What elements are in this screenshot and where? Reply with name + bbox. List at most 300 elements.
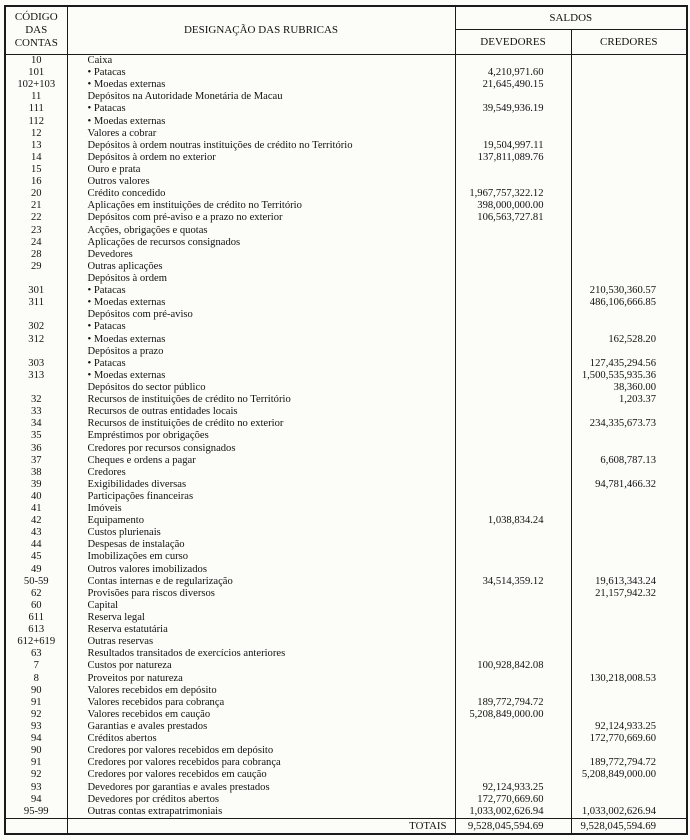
row-credores [571,551,687,563]
row-designation: • Patacas [67,103,455,115]
row-designation: Recursos de outras entidades locais [67,406,455,418]
row-code: 12 [5,128,67,140]
row-code: 40 [5,491,67,503]
row-code: 28 [5,249,67,261]
table-row [5,600,687,612]
row-code: 13 [5,140,67,152]
row-designation: Credores por recursos consignados [67,443,455,455]
totals-label: TOTAIS [67,819,455,835]
table-row [5,721,687,733]
row-credores [571,321,687,333]
table-body [5,55,687,819]
row-credores: 127,435,294.56 [589,357,657,369]
row-code: 62 [5,588,67,600]
table-row [5,394,687,406]
row-devedores [455,539,571,551]
row-credores [571,745,687,757]
row-code: 94 [5,733,67,745]
table-row [5,527,687,539]
row-credores [571,140,687,152]
row-credores [571,697,687,709]
row-credores [571,636,687,648]
row-designation: Exigibilidades diversas [67,479,455,491]
row-designation: Valores a cobrar [67,128,455,140]
table-row [5,576,687,588]
row-code: 91 [5,757,67,769]
row-devedores [455,430,571,442]
row-designation: Outros valores [67,176,455,188]
row-designation: Imóveis [67,503,455,515]
row-designation: Devedores [67,249,455,261]
row-designation: • Patacas [67,285,455,297]
row-credores [571,564,687,576]
row-designation: Depósitos à ordem noutras instituições de crédito no Território [67,140,455,152]
header-devedores: DEVEDORES [455,30,571,55]
table-row [5,515,687,527]
row-credores: 21,157,942.32 [595,587,657,599]
table-row [5,261,687,273]
row-code: 302 [5,321,67,333]
table-row [5,55,687,68]
row-devedores: 172,770,669.60 [455,794,571,806]
row-devedores: 398,000,000.00 [455,200,571,212]
row-code: 44 [5,539,67,551]
row-devedores [455,769,571,781]
table-row [5,806,687,819]
table-row [5,733,687,745]
row-code: 313 [5,370,67,382]
row-designation: Depósitos à ordem [67,273,455,285]
row-credores: 486,106,666.85 [589,297,657,309]
row-devedores [455,237,571,249]
row-code: 111 [5,103,67,115]
row-devedores: 39,549,936.19 [455,103,571,115]
row-credores: 210,530,360.57 [589,285,657,297]
row-designation: Garantias e avales prestados [67,721,455,733]
row-code: 23 [5,225,67,237]
row-devedores [455,418,571,430]
row-code: 90 [5,685,67,697]
row-devedores [455,636,571,648]
row-credores [571,225,687,237]
row-devedores [455,55,571,68]
table-row [5,334,687,346]
row-designation: Depósitos com pré-aviso [67,309,455,321]
row-designation: Depósitos à ordem no exterior [67,152,455,164]
row-credores: 19,613,343.24 [595,575,657,587]
row-devedores [455,394,571,406]
totals-code-cell [5,819,67,835]
row-credores [571,237,687,249]
row-credores [571,685,687,697]
row-code: 49 [5,564,67,576]
row-code: 311 [5,297,67,309]
table-row [5,491,687,503]
table-row [5,382,687,394]
table-header [5,6,687,55]
row-code: 37 [5,455,67,467]
table-row [5,479,687,491]
row-code: 22 [5,212,67,224]
row-devedores [455,757,571,769]
row-designation: Credores por valores recebidos em depósito [67,745,455,757]
row-designation: Outras contas extrapatrimoniais [67,806,455,819]
row-devedores [455,358,571,370]
row-credores: 234,335,673.73 [589,418,657,430]
table-row [5,455,687,467]
row-devedores [455,624,571,636]
row-credores [571,176,687,188]
row-credores [571,188,687,200]
row-designation: Outras reservas [67,636,455,648]
row-devedores [455,164,571,176]
row-designation: Resultados transitados de exercícios anteriores [67,648,455,660]
row-devedores: 21,645,490.15 [455,79,571,91]
row-code: 612+619 [5,636,67,648]
row-code: 91 [5,697,67,709]
table-row [5,79,687,91]
table-row [5,116,687,128]
table-row [5,309,687,321]
row-code: 8 [5,673,67,685]
row-code: 24 [5,237,67,249]
row-devedores [455,91,571,103]
row-designation: Crédito concedido [67,188,455,200]
row-credores [571,782,687,794]
table-row [5,697,687,709]
row-designation: Despesas de instalação [67,539,455,551]
row-credores [571,212,687,224]
row-credores [571,794,687,806]
row-credores [571,406,687,418]
row-credores: 162,528.20 [608,333,657,345]
row-designation: Depósitos do sector público [67,382,455,394]
row-code: 112 [5,116,67,128]
row-credores [571,67,687,79]
row-code: 45 [5,551,67,563]
row-designation: Valores recebidos para cobrança [67,697,455,709]
row-designation: Devedores por garantias e avales prestados [67,782,455,794]
row-devedores [455,116,571,128]
row-credores [571,249,687,261]
row-credores [571,539,687,551]
row-code: 14 [5,152,67,164]
row-credores [571,164,687,176]
row-devedores: 189,772,794.72 [455,697,571,709]
row-code: 93 [5,721,67,733]
row-code: 39 [5,479,67,491]
row-designation: Recursos de instituições de crédito no Território [67,394,455,406]
row-devedores [455,600,571,612]
row-credores [571,491,687,503]
row-credores: 5,208,849,000.00 [581,769,657,781]
table-row [5,685,687,697]
row-devedores [455,479,571,491]
table-row [5,612,687,624]
table-row [5,406,687,418]
row-devedores [455,527,571,539]
row-devedores: 4,210,971.60 [455,67,571,79]
row-credores: 1,500,535,935.36 [581,369,657,381]
row-designation: • Patacas [67,67,455,79]
header-designacao-das-rubricas: DESIGNAÇÃO DAS RUBRICAS [67,6,455,55]
row-code [5,309,67,321]
row-designation: Credores [67,467,455,479]
row-devedores [455,309,571,321]
row-code: 42 [5,515,67,527]
table-row [5,769,687,781]
row-code: 312 [5,334,67,346]
table-row [5,212,687,224]
row-designation: Provisões para riscos diversos [67,588,455,600]
table-row [5,660,687,672]
row-code: 93 [5,782,67,794]
row-devedores [455,612,571,624]
row-credores: 189,772,794.72 [589,757,657,769]
table-row [5,588,687,600]
row-designation: Proveitos por natureza [67,673,455,685]
row-credores [571,103,687,115]
row-devedores [455,673,571,685]
row-credores [571,709,687,721]
row-designation: Caixa [67,55,455,68]
header-codigo-das-contas: CÓDIGO DAS CONTAS [5,6,67,55]
row-designation: Contas internas e de regularização [67,576,455,588]
row-credores [571,128,687,140]
row-devedores [455,503,571,515]
table-row [5,128,687,140]
row-code: 11 [5,91,67,103]
row-code: 32 [5,394,67,406]
row-devedores [455,297,571,309]
row-devedores [455,225,571,237]
row-credores [571,660,687,672]
row-devedores [455,285,571,297]
table-row [5,140,687,152]
table-row [5,273,687,285]
totals-row [5,819,687,835]
table-row [5,648,687,660]
row-designation: Devedores por créditos abertos [67,794,455,806]
row-devedores: 1,967,757,322.12 [455,188,571,200]
table-row [5,539,687,551]
row-code: 101 [5,67,67,79]
row-designation: Créditos abertos [67,733,455,745]
table-row [5,757,687,769]
table-row [5,188,687,200]
row-devedores [455,261,571,273]
row-code: 92 [5,709,67,721]
row-code: 95-99 [5,806,67,819]
row-code: 301 [5,285,67,297]
row-code: 613 [5,624,67,636]
row-credores [571,116,687,128]
table-row [5,297,687,309]
table-row [5,503,687,515]
row-credores: 92,124,933.25 [595,721,657,733]
table-row [5,176,687,188]
table-row [5,249,687,261]
row-designation: Empréstimos por obrigações [67,430,455,442]
row-designation: Aplicações de recursos consignados [67,237,455,249]
row-code: 33 [5,406,67,418]
row-designation: Aplicações em instituições de crédito no Território [67,200,455,212]
table-row [5,285,687,297]
table-row [5,782,687,794]
table-row [5,467,687,479]
totals-credores: 9,528,045,594.69 [571,819,687,835]
row-credores: 1,033,002,626.94 [581,805,657,817]
row-credores [571,91,687,103]
row-credores [571,55,687,68]
row-designation: Recursos de instituições de crédito no exterior [67,418,455,430]
row-designation: Valores recebidos em depósito [67,685,455,697]
row-devedores [455,564,571,576]
row-credores: 1,203.37 [618,394,657,406]
row-devedores [455,406,571,418]
row-designation: Custos plurienais [67,527,455,539]
row-devedores: 1,033,002,626.94 [455,806,571,819]
row-devedores [455,721,571,733]
row-designation: Depósitos na Autoridade Monetária de Macau [67,91,455,103]
row-code: 60 [5,600,67,612]
row-devedores: 92,124,933.25 [455,782,571,794]
row-credores [571,527,687,539]
row-devedores [455,588,571,600]
row-devedores: 34,514,359.12 [455,576,571,588]
row-designation: • Moedas externas [67,116,455,128]
row-credores [571,515,687,527]
table-row [5,200,687,212]
row-credores: 6,608,787.13 [600,454,657,466]
table-row [5,152,687,164]
row-code: 36 [5,443,67,455]
row-code: 41 [5,503,67,515]
row-devedores [455,467,571,479]
row-designation: Ouro e prata [67,164,455,176]
row-credores [571,346,687,358]
row-designation: Reserva legal [67,612,455,624]
row-designation: Cheques e ordens a pagar [67,455,455,467]
row-credores [571,467,687,479]
row-credores: 172,770,669.60 [589,733,657,745]
table-row [5,418,687,430]
row-designation: Outras aplicações [67,261,455,273]
row-code: 29 [5,261,67,273]
table-row [5,225,687,237]
row-code: 94 [5,794,67,806]
row-devedores: 100,928,842.08 [455,660,571,672]
row-designation: Imobilizações em curso [67,551,455,563]
row-credores [571,309,687,321]
row-devedores [455,176,571,188]
row-code [5,273,67,285]
row-credores [571,430,687,442]
row-devedores [455,443,571,455]
row-credores [571,261,687,273]
row-devedores [455,128,571,140]
row-devedores: 19,504,997.11 [455,140,571,152]
table-row [5,103,687,115]
row-code: 43 [5,527,67,539]
row-credores [571,152,687,164]
row-credores [571,443,687,455]
row-credores [571,200,687,212]
table-row [5,564,687,576]
row-code [5,382,67,394]
row-credores [571,273,687,285]
row-code: 20 [5,188,67,200]
row-designation: Depósitos a prazo [67,346,455,358]
row-credores [571,648,687,660]
row-devedores: 5,208,849,000.00 [455,709,571,721]
row-devedores [455,370,571,382]
row-code: 16 [5,176,67,188]
row-credores [571,600,687,612]
row-designation: • Moedas externas [67,370,455,382]
row-devedores [455,346,571,358]
row-credores [571,624,687,636]
table-row [5,443,687,455]
row-devedores [455,745,571,757]
row-designation: Outros valores imobilizados [67,564,455,576]
row-code: 50-59 [5,576,67,588]
row-code: 90 [5,745,67,757]
table-row [5,709,687,721]
row-designation: Depósitos com pré-aviso e a prazo no exterior [67,212,455,224]
table-row [5,745,687,757]
row-code: 35 [5,430,67,442]
row-code: 34 [5,418,67,430]
table-footer [5,819,687,835]
row-code [5,346,67,358]
row-designation: • Moedas externas [67,334,455,346]
row-designation: Equipamento [67,515,455,527]
table-row [5,624,687,636]
row-designation: Valores recebidos em caução [67,709,455,721]
row-code: 92 [5,769,67,781]
row-devedores: 106,563,727.81 [455,212,571,224]
row-designation: • Patacas [67,321,455,333]
row-designation: Credores por valores recebidos em caução [67,769,455,781]
table-row [5,91,687,103]
row-designation: Participações financeiras [67,491,455,503]
row-code: 7 [5,660,67,672]
row-credores [571,612,687,624]
totals-devedores: 9,528,045,594.69 [455,819,571,835]
row-designation: • Patacas [67,358,455,370]
row-code: 21 [5,200,67,212]
table-row [5,321,687,333]
table-row [5,237,687,249]
table-row [5,636,687,648]
row-devedores [455,685,571,697]
row-designation: Capital [67,600,455,612]
table-row [5,164,687,176]
row-code: 10 [5,55,67,68]
row-credores: 38,360.00 [613,381,657,393]
row-designation: • Moedas externas [67,297,455,309]
row-devedores [455,321,571,333]
row-designation: Reserva estatutária [67,624,455,636]
row-devedores [455,382,571,394]
row-credores: 130,218,008.53 [589,672,657,684]
table-row [5,370,687,382]
row-designation: Custos por natureza [67,660,455,672]
header-credores: CREDORES [571,30,687,55]
row-code: 15 [5,164,67,176]
row-devedores [455,273,571,285]
